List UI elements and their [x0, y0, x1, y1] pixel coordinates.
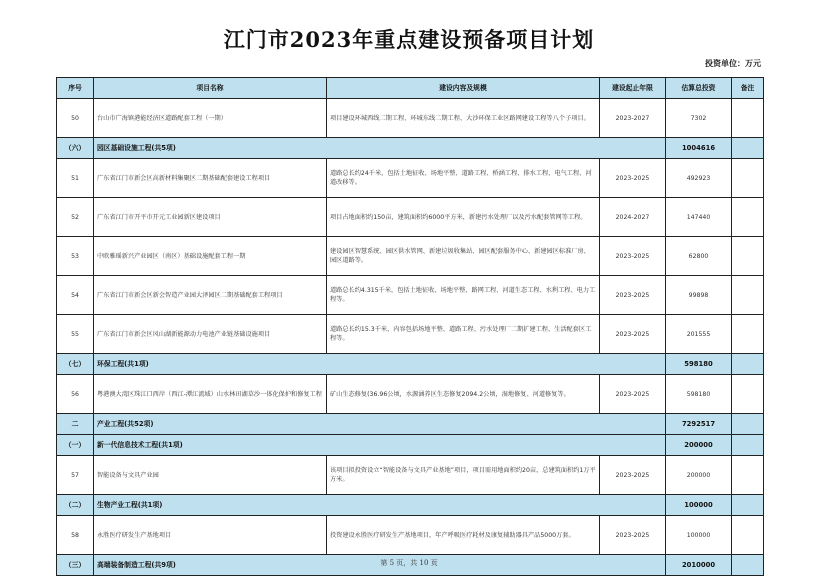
- row-note: [732, 237, 764, 276]
- row-note: [732, 276, 764, 315]
- header-note: 备注: [732, 78, 764, 99]
- section-name: 产业工程(共52项): [94, 414, 666, 435]
- row-project-name: 台山市广海镇港能经济区道路配套工程（一期）: [94, 99, 327, 138]
- section-investment: 100000: [666, 495, 732, 516]
- section-name: 新一代信息技术工程(共1项): [94, 435, 666, 456]
- row-no: 58: [57, 516, 94, 555]
- project-table: [56, 77, 764, 576]
- table-row: [57, 99, 764, 138]
- section-no: （一）: [57, 435, 94, 456]
- section-note: [732, 495, 764, 516]
- row-content: 建设园区智慧系统、园区供水管网、新建垃圾收集站、园区配套服务中心、新建园区标准厂房、园区道路等。: [327, 237, 600, 276]
- section-name: 环保工程(共1项): [94, 354, 666, 375]
- row-note: [732, 99, 764, 138]
- header-project-name: 项目名称: [94, 78, 327, 99]
- row-investment: 7302: [666, 99, 732, 138]
- row-investment: 100000: [666, 516, 732, 555]
- row-years: 2023-2025: [600, 375, 666, 414]
- row-note: [732, 159, 764, 198]
- row-investment: 201555: [666, 315, 732, 354]
- header-content: 建设内容及规模: [327, 78, 600, 99]
- row-project-name: 广东省江门市新会区新会智造产业园大泽园区二期基础配套工程项目: [94, 276, 327, 315]
- section-investment: 1004616: [666, 138, 732, 159]
- row-years: 2023-2027: [600, 99, 666, 138]
- row-project-name: 广东省江门市新会区高新材料集聚区二期基础配套建设工程项目: [94, 159, 327, 198]
- section-note: [732, 435, 764, 456]
- section-no: （二）: [57, 495, 94, 516]
- section-no: （七）: [57, 354, 94, 375]
- row-note: [732, 315, 764, 354]
- section-no: （三）: [57, 555, 94, 576]
- row-investment: 200000: [666, 456, 732, 495]
- row-content: 道路总长约24千米，包括土地征收、场地平整、道路工程、桥涵工程、排水工程、电气工程、河道改移等。: [327, 159, 600, 198]
- row-no: 52: [57, 198, 94, 237]
- row-investment: 147440: [666, 198, 732, 237]
- row-no: 56: [57, 375, 94, 414]
- row-content: 道路总长约15.3千米，内容包括场地平整、道路工程、污水处理厂二期扩建工程、生活配套区工程等。: [327, 315, 600, 354]
- row-project-name: 永胜医疗研发生产基地项目: [94, 516, 327, 555]
- row-investment: 492923: [666, 159, 732, 198]
- section-row: [57, 495, 764, 516]
- section-no: 二: [57, 414, 94, 435]
- row-project-name: 粤港澳大湾区珠江口西岸（西江-潭江流域）山水林田湖草沙一体化保护和修复工程: [94, 375, 327, 414]
- row-no: 54: [57, 276, 94, 315]
- row-no: 57: [57, 456, 94, 495]
- row-years: 2023-2025: [600, 159, 666, 198]
- row-years: 2023-2025: [600, 276, 666, 315]
- table-row: [57, 276, 764, 315]
- row-content: 矿山生态修复(36.96公顷，水源涵养区生态修复2094.2公顷，湿地修复、河道修复等。: [327, 375, 600, 414]
- table-body: [57, 99, 764, 576]
- row-note: [732, 198, 764, 237]
- row-investment: 598180: [666, 375, 732, 414]
- row-no: 55: [57, 315, 94, 354]
- row-note: [732, 516, 764, 555]
- header-investment: 估算总投资: [666, 78, 732, 99]
- page-title: 江门市2023年重点建设预备项目计划: [223, 27, 595, 52]
- section-investment: 7292517: [666, 414, 732, 435]
- row-years: 2023-2025: [600, 456, 666, 495]
- row-content: 该项目拟投资设立“智能设备与文具产业基地”项目，项目需用地面积约20亩，总建筑面积约1万平方米。: [327, 456, 600, 495]
- section-row: [57, 354, 764, 375]
- section-row: [57, 138, 764, 159]
- section-note: [732, 354, 764, 375]
- row-content: 项目建设环城西线二期工程、环城东线二期工程、大沙环保工业区路网建设工程等八个子项目。: [327, 99, 600, 138]
- row-note: [732, 456, 764, 495]
- table-header-row: [57, 78, 764, 99]
- row-note: [732, 375, 764, 414]
- row-content: 道路总长约4.315千米，包括土地征收、场地平整、路网工程、河道生态工程、水利工程、电力工程等。: [327, 276, 600, 315]
- row-no: 50: [57, 99, 94, 138]
- section-row: [57, 435, 764, 456]
- header-years: 建设起止年限: [600, 78, 666, 99]
- table-row: [57, 456, 764, 495]
- header-no: 序号: [57, 78, 94, 99]
- table-row: [57, 516, 764, 555]
- section-no: （六）: [57, 138, 94, 159]
- row-years: 2023-2025: [600, 237, 666, 276]
- row-project-name: 广东省江门市开平市开元工业园新区建设项目: [94, 198, 327, 237]
- row-years: 2024-2027: [600, 198, 666, 237]
- row-investment: 62800: [666, 237, 732, 276]
- row-no: 51: [57, 159, 94, 198]
- row-project-name: 智能设备与文具产业园: [94, 456, 327, 495]
- row-years: 2023-2025: [600, 315, 666, 354]
- section-note: [732, 138, 764, 159]
- table-row: [57, 159, 764, 198]
- row-years: 2023-2025: [600, 516, 666, 555]
- row-project-name: 广东省江门市新会区风山湖新能源动力电池产业链基础设施项目: [94, 315, 327, 354]
- row-content: 投资建设永胜医疗研发生产基地项目，年产呼吸医疗耗材及康复辅助器具产品5000万套。: [327, 516, 600, 555]
- section-investment: 598180: [666, 354, 732, 375]
- section-row: [57, 414, 764, 435]
- table-row: [57, 375, 764, 414]
- section-name: 生物产业工程(共1项): [94, 495, 666, 516]
- section-name: 高端装备制造工程(共9项): [94, 555, 666, 576]
- row-no: 53: [57, 237, 94, 276]
- row-project-name: 中欧雅瑶新兴产业园区（南区）基础设施配套工程一期: [94, 237, 327, 276]
- table-row: [57, 198, 764, 237]
- section-name: 园区基础设施工程(共5项): [94, 138, 666, 159]
- section-note: [732, 414, 764, 435]
- section-investment: 2010000: [666, 555, 732, 576]
- row-content: 项目占地面积约150亩，建筑面积约6000平方米，新建污水处理厂以及污水配套管网等工程。: [327, 198, 600, 237]
- row-investment: 99898: [666, 276, 732, 315]
- table-row: [57, 237, 764, 276]
- table-row: [57, 315, 764, 354]
- section-investment: 200000: [666, 435, 732, 456]
- investment-unit-label: 投资单位：万元: [705, 59, 761, 68]
- page-footer: 第 5 页，共 10 页: [380, 559, 438, 567]
